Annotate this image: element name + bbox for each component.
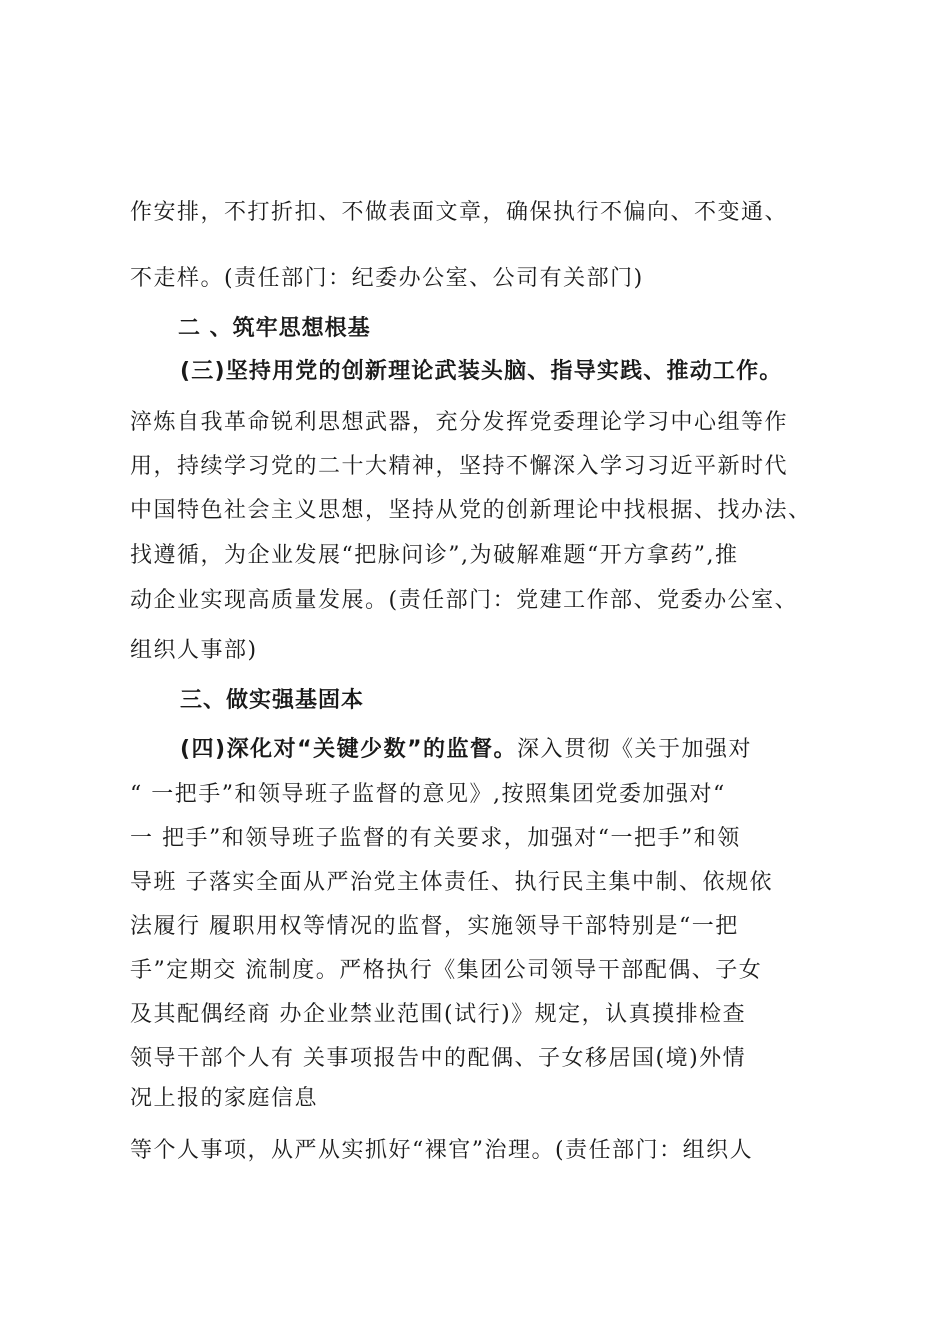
paragraph-line: 导班 子落实全面从严治党主体责任、执行民主集中制、依规依: [130, 870, 773, 895]
paragraph-line: “ 一把手”和领导班子监督的意见》,按照集团党委加强对“: [130, 782, 726, 807]
paragraph-line: 动企业实现高质量发展。(责任部门：党建工作部、党委办公室、: [130, 588, 799, 613]
paragraph-line: 用，持续学习党的二十大精神，坚持不懈深入学习习近平新时代: [130, 454, 789, 479]
paragraph-line: 领导干部个人有 关事项报告中的配偶、子女移居国(境)外情: [130, 1046, 747, 1071]
paragraph-line: 一 把手”和领导班子监督的有关要求，加强对“一把手”和领: [130, 826, 741, 851]
paragraph-line: 等个人事项，从严从实抓好“裸官”治理。(责任部门：组织人: [130, 1138, 754, 1163]
paragraph-line: 况上报的家庭信息: [130, 1086, 319, 1111]
paragraph-line: 组织人事部): [130, 638, 258, 663]
section-heading-2: 二 、筑牢思想根基: [178, 316, 371, 341]
paragraph-line: 中国特色社会主义思想，坚持从党的创新理论中找根据、找办法、: [130, 498, 812, 523]
paragraph-line: 找遵循，为企业发展“把脉问诊”,为破解难题“开方拿药”,推: [130, 543, 739, 568]
paragraph-line: 手”定期交 流制度。严格执行《集团公司领导干部配偶、子女: [130, 958, 763, 983]
paragraph-line: 淬炼自我革命锐利思想武器，充分发挥党委理论学习中心组等作: [130, 410, 789, 435]
paragraph-line: 作安排，不打折扣、不做表面文章，确保执行不偏向、不变通、: [130, 200, 789, 225]
paragraph-line: 不走样。(责任部门：纪委办公室、公司有关部门): [130, 266, 644, 291]
subheading-3: (三)坚持用党的创新理论武装头脑、指导实践、推动工作。: [180, 359, 783, 384]
subheading-4: (四)深化对“关键少数”的监督。: [180, 737, 518, 762]
section-heading-3: 三、做实强基固本: [180, 688, 365, 713]
paragraph-text: 深入贯彻《关于加强对: [517, 737, 753, 762]
paragraph-line: [180, 735, 830, 765]
paragraph-line: 法履行 履职用权等情况的监督，实施领导干部特别是“一把: [130, 914, 739, 939]
paragraph-line: 及其配偶经商 办企业禁业范围(试行)》规定，认真摸排检查: [130, 1002, 747, 1027]
